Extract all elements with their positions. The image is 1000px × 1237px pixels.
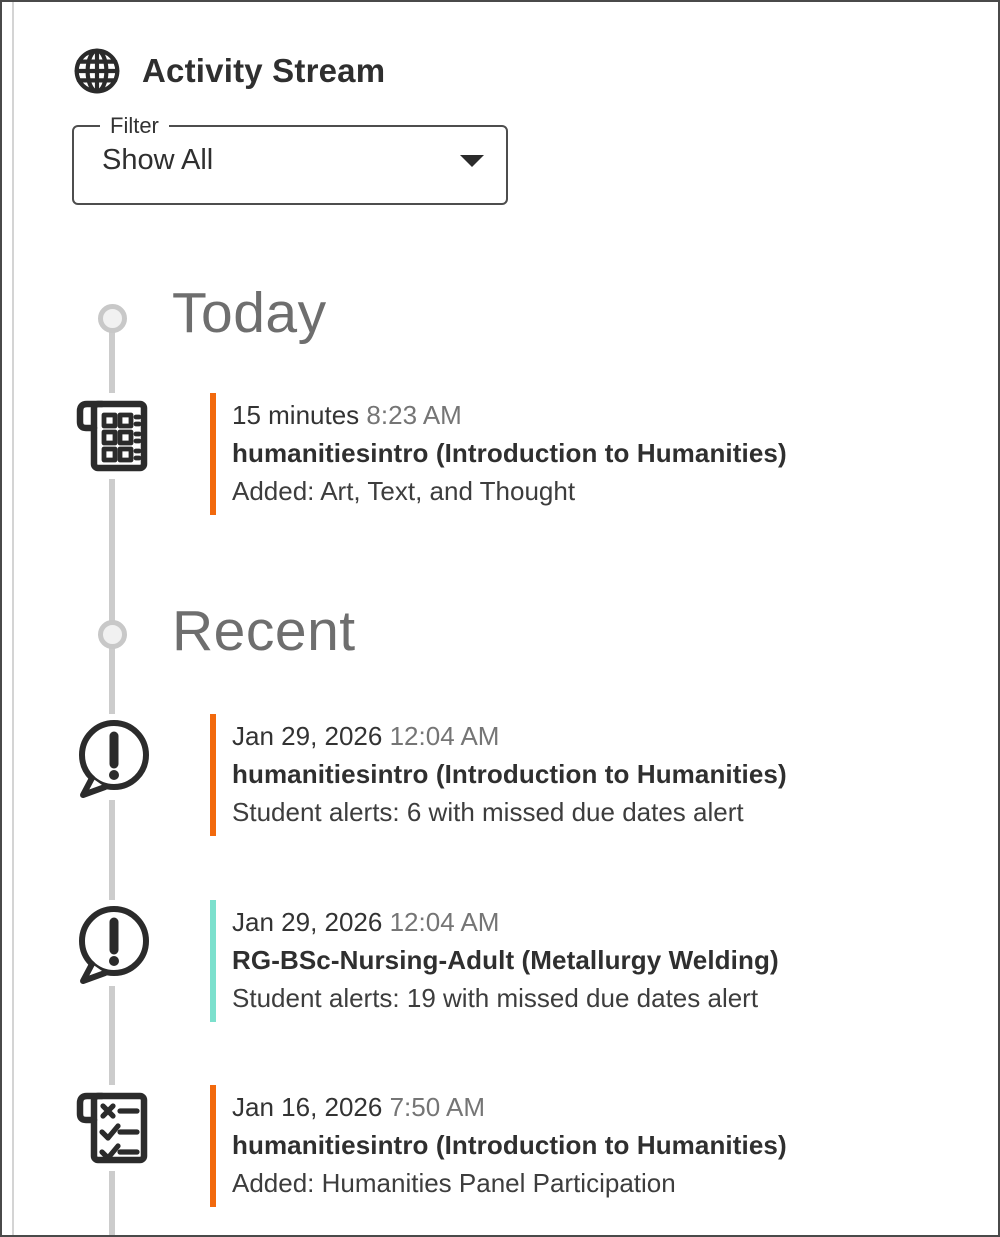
- entry-card: [210, 1085, 787, 1207]
- entry-course: humanitiesintro (Introduction to Humanities): [232, 1130, 787, 1160]
- entry-timestamp: [232, 903, 779, 941]
- page-header: [72, 46, 385, 96]
- timeline-marker-recent: [98, 620, 127, 649]
- entry-date: Jan 29, 2026: [232, 907, 383, 937]
- alert-bubble-icon: [72, 714, 152, 800]
- entry-time: 12:04 AM: [389, 721, 500, 751]
- entry-description: Added: Art, Text, and Thought: [232, 476, 576, 506]
- entry-course: humanitiesintro (Introduction to Humanities): [232, 438, 787, 468]
- alert-bubble-icon: [72, 900, 152, 986]
- entry-time: 8:23 AM: [366, 400, 462, 430]
- activity-entry[interactable]: [72, 900, 938, 1022]
- entry-description: Student alerts: 6 with missed due dates alert: [232, 797, 744, 827]
- entry-time: 7:50 AM: [389, 1092, 485, 1122]
- panel-left-divider: [12, 2, 14, 1235]
- entry-timestamp: [232, 1088, 787, 1126]
- globe-icon: [72, 46, 122, 96]
- dropdown-caret-icon: [458, 153, 486, 169]
- filter-dropdown[interactable]: [72, 113, 508, 205]
- content-grid-icon: [72, 393, 152, 479]
- entry-description: Student alerts: 19 with missed due dates alert: [232, 983, 759, 1013]
- checklist-icon: [72, 1085, 152, 1171]
- entry-course: humanitiesintro (Introduction to Humanities): [232, 759, 787, 789]
- entry-course: RG-BSc-Nursing-Adult (Metallurgy Welding): [232, 945, 779, 975]
- entry-description: Added: Humanities Panel Participation: [232, 1168, 676, 1198]
- section-title-today: Today: [172, 281, 327, 345]
- filter-selected-value: Show All: [102, 144, 214, 176]
- filter-label: Filter: [110, 113, 159, 138]
- timeline-marker-today: [98, 304, 127, 333]
- entry-timestamp: [232, 717, 787, 755]
- entry-card: [210, 393, 787, 515]
- activity-entry[interactable]: [72, 1085, 938, 1207]
- entry-time: 12:04 AM: [389, 907, 500, 937]
- entry-card: [210, 714, 787, 836]
- entry-timestamp: [232, 396, 787, 434]
- page-title: Activity Stream: [142, 52, 386, 89]
- entry-card: [210, 900, 779, 1022]
- activity-entry[interactable]: [72, 393, 938, 515]
- section-title-recent: Recent: [172, 599, 356, 663]
- entry-date: 15 minutes: [232, 400, 360, 430]
- entry-date: Jan 16, 2026: [232, 1092, 383, 1122]
- activity-entry[interactable]: [72, 714, 938, 836]
- entry-date: Jan 29, 2026: [232, 721, 383, 751]
